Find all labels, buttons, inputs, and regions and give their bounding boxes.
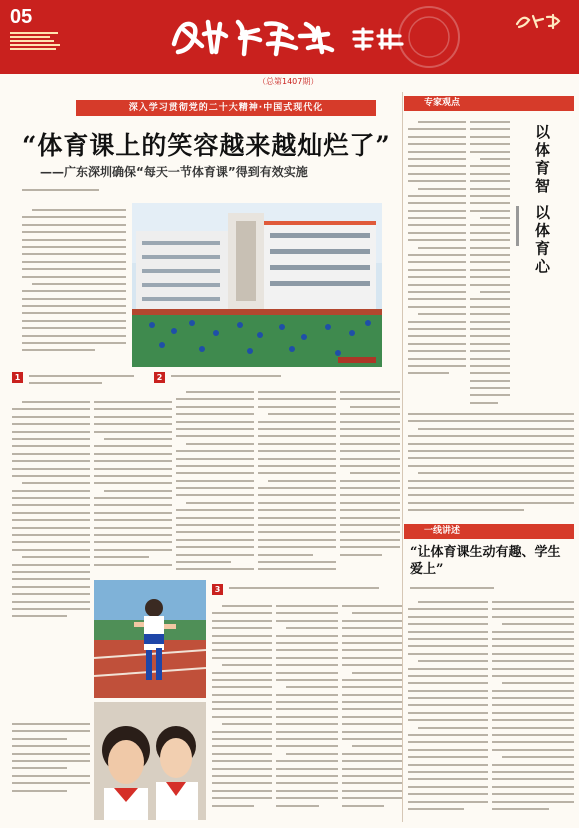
kids-photo — [94, 702, 206, 820]
issue-number: 05 — [10, 6, 33, 28]
frontline-tag: 一线讲述 — [404, 524, 574, 539]
masthead-title — [168, 14, 338, 58]
photo-caption — [12, 720, 90, 820]
expert-essay-col-b — [470, 118, 510, 418]
school-photo — [132, 203, 382, 367]
expert-essay-author — [514, 206, 519, 266]
masthead — [0, 0, 579, 74]
section-3-column-b — [276, 602, 338, 818]
page-subtitle: ——广东深圳确保“每天一节体育课”得到有效实施 — [40, 165, 308, 179]
section-1-heading: 1 — [12, 372, 147, 391]
expert-essay-col-a — [408, 118, 466, 404]
section-1-column-a — [12, 398, 90, 630]
section-2-column-a — [176, 388, 254, 578]
section-3-column-a — [212, 602, 272, 818]
byline — [22, 186, 132, 193]
issue-meta — [10, 30, 60, 52]
brand-logo — [513, 12, 565, 30]
issue-count: （总第1407期） — [258, 77, 319, 86]
frontline-col-a — [408, 598, 488, 820]
section-3-column-c — [342, 602, 402, 818]
special-edition-label — [350, 26, 406, 52]
lead-paragraph — [22, 206, 126, 362]
masthead-special — [350, 26, 406, 52]
expert-view-tag: 专家观点 — [404, 96, 574, 111]
expert-essay-title: 以体育智 以体育心 — [533, 124, 551, 277]
masthead-calligraphy-logo — [168, 14, 338, 58]
section-2-column-c — [340, 388, 400, 578]
frontline-byline — [410, 584, 530, 592]
section-2-heading: 2 — [154, 372, 294, 383]
runner-photo — [94, 580, 206, 698]
page-title: “体育课上的笑容越来越灿烂了” — [22, 131, 391, 160]
expert-essay-lower — [408, 410, 574, 520]
section-1-column-b — [94, 398, 172, 574]
topic-banner: 深入学习贯彻党的二十大精神·中国式现代化 — [76, 100, 376, 116]
frontline-title: “让体育课生动有趣、学生爱上” — [410, 545, 561, 577]
section-3-heading: 3 — [212, 584, 402, 595]
column-divider — [402, 92, 403, 822]
frontline-col-b — [492, 598, 574, 820]
newspaper-brand — [513, 12, 565, 30]
section-2-column-b — [258, 388, 336, 578]
